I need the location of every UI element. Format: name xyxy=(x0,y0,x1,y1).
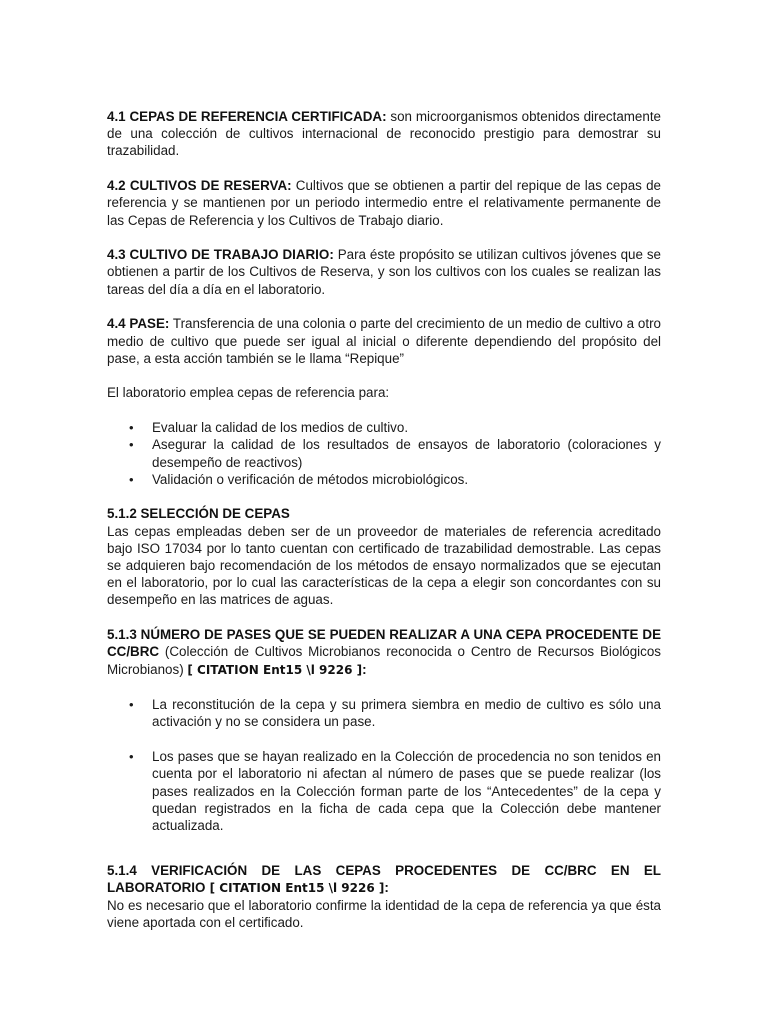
list-item: • Evaluar la calidad de los medios de cultivo. xyxy=(129,420,409,436)
citation-field: [ CITATION Ent15 \l 9226 ] xyxy=(187,662,363,677)
section-4-4-text: Transferencia de una colonia o parte del crecimiento de un medio de cultivo a otro medio de cultivo que puede ser igual al inicial o diferente dependiendo del propósito del pase, a esta acción también se le llama “Repique” xyxy=(107,316,661,366)
section-5-1-3-text: (Colección de Cultivos Microbianos reconocida o Centro de Recursos Biológicos Microbianos) xyxy=(107,644,661,677)
passes-bullet-list-2 xyxy=(107,748,661,834)
citation-field: [ CITATION Ent15 \l 9226 ] xyxy=(205,880,385,895)
section-4-4 xyxy=(107,315,661,367)
section-4-2-text: Cultivos que se obtienen a partir del repique de las cepas de referencia y se mantienen por un periodo intermedio entre el relativamente permanente de las Cepas de Referencia y los Cultivos de Trabajo diario. xyxy=(107,178,661,228)
section-4-2-heading: 4.2 CULTIVOS DE RESERVA: xyxy=(107,178,292,194)
section-4-1-text: son microorganismos obtenidos directamente de una colección de cultivos internacional de reconocido prestigio para demostrar su trazabilidad. xyxy=(107,109,661,159)
section-5-1-4-heading: 5.1.4 VERIFICACIÓN DE LAS CEPAS PROCEDENTES DE CC/BRC EN EL LABORATORIO xyxy=(107,862,661,895)
intro-bullet-list xyxy=(107,419,661,488)
passes-bullet-list xyxy=(107,696,661,730)
bullet-icon: • xyxy=(129,420,134,436)
section-4-3-heading: 4.3 CULTIVO DE TRABAJO DIARIO: xyxy=(107,247,334,263)
section-5-1-3-heading: 5.1.3 NÚMERO DE PASES QUE SE PUEDEN REALIZAR A UNA CEPA PROCEDENTE DE CC/BRC xyxy=(107,627,661,660)
section-4-2 xyxy=(107,177,661,229)
section-5-1-2-text: Las cepas empleadas deben ser de un proveedor de materiales de referencia acreditado bajo ISO 17034 por lo tanto cuentan con certificado de trazabilidad demostrable. Las cepas se adquieren bajo recomendación de los métodos de ensayo normalizados que se ejecutan en el laboratorio, por lo cual las características de la cepa a elegir son concordantes con su desempeño en las matrices de aguas. xyxy=(107,523,661,608)
section-4-3-text: Para éste propósito se utilizan cultivos jóvenes que se obtienen a partir de los Cultivos de Reserva, y son los cultivos con los cuales se realizan las tareas del día a día en el laboratorio. xyxy=(107,247,661,297)
list-item: • La reconstitución de la cepa y su primera siembra en medio de cultivo es sólo una activación y no se considera un pase. xyxy=(129,697,661,730)
bullet-icon: • xyxy=(129,437,134,453)
section-5-1-4-title: 5.1.4 VERIFICACIÓN DE LAS CEPAS PROCEDENTES DE CC/BRC EN EL LABORATORIO [ CITATION Ent15 \l 9226 ]: xyxy=(107,862,661,895)
bullet-icon: • xyxy=(129,471,134,487)
section-4-4-heading: 4.4 PASE: xyxy=(107,316,170,332)
intro-text: El laboratorio emplea cepas de referencia para: xyxy=(107,385,390,401)
section-5-1-3: 5.1.3 NÚMERO DE PASES QUE SE PUEDEN REALIZAR A UNA CEPA PROCEDENTE DE CC/BRC (Colección de Cultivos Microbianos reconocida o Centro de Recursos Biológicos Microbianos) [ CITATION Ent15 \l 9226 ]: xyxy=(107,627,661,677)
section-4-3 xyxy=(107,246,661,298)
list-item: • Validación o verificación de métodos microbiológicos. xyxy=(129,471,469,487)
section-5-1-2-heading: 5.1.2 SELECCIÓN DE CEPAS xyxy=(107,506,290,522)
list-item: • Asegurar la calidad de los resultados de ensayos de laboratorio (coloraciones y desempeño de reactivos) xyxy=(129,437,661,470)
section-4-1 xyxy=(107,108,661,160)
section-5-1-4-text: No es necesario que el laboratorio confirme la identidad de la cepa de referencia ya que ésta viene aportada con el certificado. xyxy=(107,898,661,931)
document-page xyxy=(107,108,661,932)
list-item: • Los pases que se hayan realizado en la Colección de procedencia no son tenidos en cuenta por el laboratorio ni afectan al número de pases que se puede realizar (los pases realizados en la Colección forman parte de los “Antecedentes” de la cepa y quedan registrados en la ficha de cada cepa que la Colección debe mantener actualizada. xyxy=(129,749,661,833)
bullet-icon: • xyxy=(129,749,134,765)
bullet-icon: • xyxy=(129,697,134,713)
section-4-1-heading: 4.1 CEPAS DE REFERENCIA CERTIFICADA: xyxy=(107,109,387,124)
